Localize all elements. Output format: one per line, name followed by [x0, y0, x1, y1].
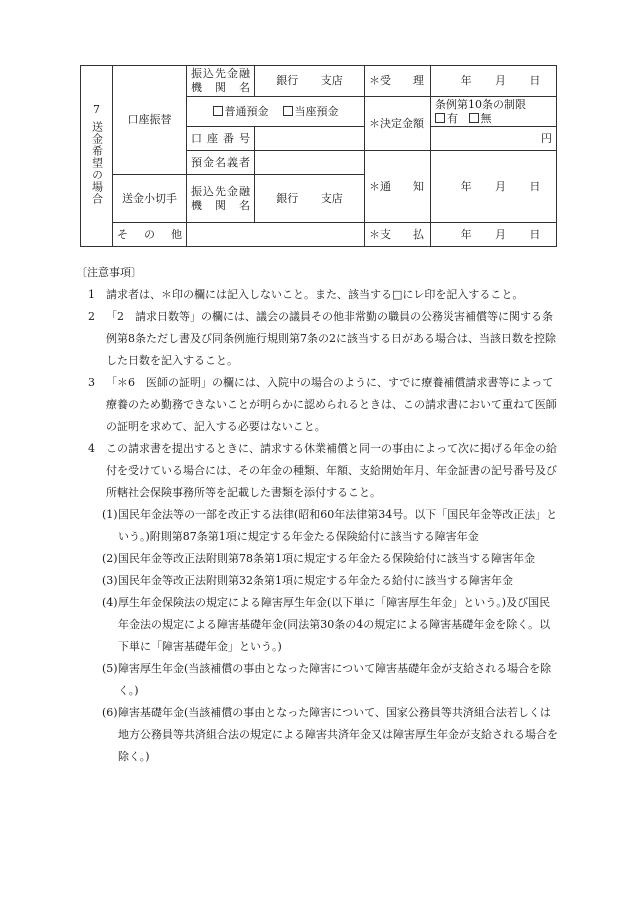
note-subitem: (1) 国民年金法等の一部を改正する法律(昭和60年法律第34号。以下「国民年金等改正法」という。)附則第87条第1項に規定する年金たる保険給付に該当する障害年金	[102, 508, 558, 543]
tsuchi-date[interactable]	[431, 151, 557, 223]
toza-label: 当座預金	[294, 104, 339, 118]
shiharai-date[interactable]	[431, 223, 557, 247]
day-label: 日	[529, 179, 541, 193]
furikomi-label-cell	[187, 66, 255, 97]
futsu-label: 普通預金	[224, 104, 269, 118]
limit-yes-checkbox[interactable]	[435, 112, 458, 125]
koza-bango-field[interactable]	[255, 127, 365, 151]
uketori-label: ＊受 理	[365, 66, 431, 97]
jorei-limit-cell	[431, 97, 557, 127]
note-subitem: (4) 厚生年金保険法の規定による障害厚生年金(以下単に「障害厚生年金」という。)及び国民年金法の規定による障害基礎年金(同法第30条の4の規定による障害基礎年金を除く。以下単に「障害基礎年金」という。)	[102, 596, 551, 653]
yokin-meigi-label: 預金名義者	[187, 151, 255, 175]
day-label: 日	[529, 74, 541, 87]
month-label: 月	[494, 227, 506, 241]
koza-furikae-label: 口座振替	[113, 66, 187, 175]
furikomi-label-cell-2	[187, 175, 255, 223]
note-subitem: (6) 障害基礎年金(当該補償の事由となった障害について、国家公務員等共済組合法若しくは地方公務員等共済組合法の規定による障害共済年金又は障害厚生年金が支給される場合を除く。)	[102, 706, 558, 763]
bank-name-field[interactable]	[255, 66, 365, 97]
year-label: 年	[460, 227, 472, 241]
section-7-cell	[81, 66, 113, 247]
year-label: 年	[460, 74, 472, 87]
notes-section	[76, 262, 560, 768]
bank-word: 銀行	[276, 74, 299, 87]
yen-label: 円	[541, 131, 552, 145]
note-item: 2 「2 請求日数等」の欄には、議会の議員その他非常勤の職員の公務災害補償等に関する条例第8条ただし書及び同条例施行規則第7条の2に該当する日がある場合は、当該日数を控除した日数を記入すること。	[88, 310, 556, 367]
shiharai-label: ＊支 払	[365, 223, 431, 247]
toza-checkbox[interactable]	[283, 105, 339, 118]
section-title: 送金希望の場合	[90, 121, 104, 205]
bank-word: 銀行	[276, 191, 299, 205]
note-item: 3 「＊6 医師の証明」の欄には、入院中の場合のように、すでに療養補償請求書等によって療養のため勤務できないことが明らかに認められるときは、この請求書において重ねて医師の証明を求めて、記入する必要はないこと。	[88, 376, 557, 433]
notes-heading: 〔注意事項〕	[76, 266, 142, 279]
note-subitem: (5) 障害厚生年金(当該補償の事由となった障害について障害基礎年金が支給される場合を除く。)	[102, 662, 552, 697]
furikomi-label-line1: 振込先金融	[191, 184, 250, 198]
limit-no-checkbox[interactable]	[469, 112, 492, 125]
year-label: 年	[460, 179, 472, 193]
month-label: 月	[494, 74, 506, 87]
kettei-kingaku-label: ＊決定金額	[365, 97, 431, 151]
note-item: 1 請求者は、＊印の欄には記入しないこと。また、該当する□にレ印を記入すること。	[88, 288, 524, 301]
branch-word: 支店	[320, 74, 343, 87]
jorei-limit-label: 条例第10条の制限	[435, 97, 526, 111]
remittance-table	[80, 65, 557, 247]
sonota-label: その他	[113, 223, 187, 247]
futsu-checkbox[interactable]	[213, 105, 269, 118]
uketori-date[interactable]	[431, 66, 557, 97]
note-subitem: (2) 国民年金等改正法附則第78条第1項に規定する年金たる保険給付に該当する障害年金	[102, 552, 535, 565]
month-label: 月	[494, 179, 506, 193]
limit-yes-label: 有	[447, 111, 458, 125]
koza-bango-label: 口座番号	[187, 127, 255, 151]
sokin-kogitte-label: 送金小切手	[113, 175, 187, 223]
branch-word: 支店	[320, 191, 343, 205]
day-label: 日	[529, 227, 541, 241]
sonota-field[interactable]	[187, 223, 365, 247]
section-number: 7	[93, 103, 100, 116]
yokin-meigi-field[interactable]	[255, 151, 365, 175]
note-item: 4 この請求書を提出するときに、請求する休業補償と同一の事由によって次に掲げる年金の給付を受けている場合には、その年金の種類、年額、支給開始年月、年金証書の記号番号及び所轄社会保険事務所等を記載した書類を添付すること。	[88, 442, 557, 499]
account-type-field	[187, 97, 365, 127]
limit-no-label: 無	[480, 111, 492, 125]
furikomi-label-line1: 振込先金融	[191, 67, 250, 80]
furikomi-label-line2: 機 関 名	[191, 198, 250, 212]
note-subitem: (3) 国民年金等改正法附則第32条第1項に規定する年金たる給付に該当する障害年金	[102, 574, 513, 587]
furikomi-label-line2: 機 関 名	[191, 81, 250, 94]
bank-name-field-2[interactable]	[255, 175, 365, 223]
tsuchi-label: ＊通 知	[365, 151, 431, 223]
amount-field[interactable]	[431, 127, 557, 151]
